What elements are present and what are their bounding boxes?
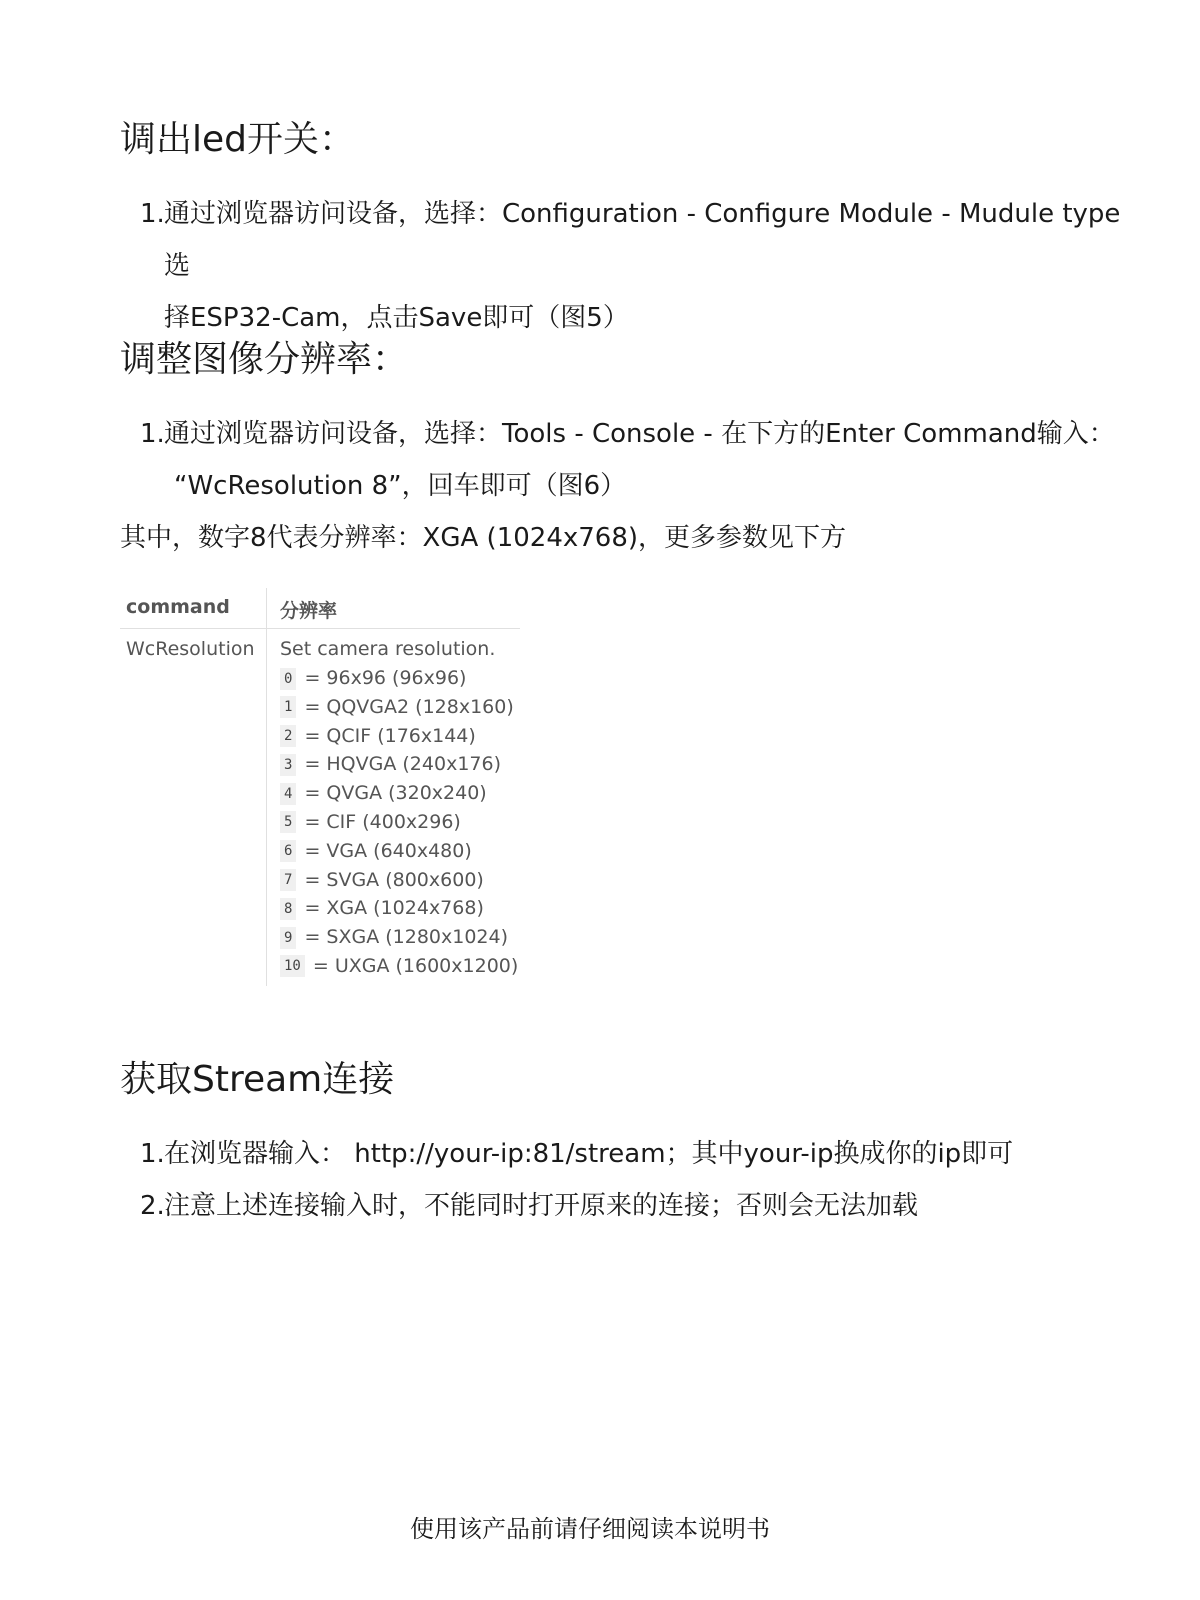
option-code: 9	[280, 927, 296, 949]
option-code: 1	[280, 696, 296, 718]
resolution-option	[280, 866, 518, 895]
list-item-line: 通过浏览器访问设备，选择：Tools - Console - 在下方的Enter Command输入：	[164, 419, 1115, 449]
resolution-option	[280, 750, 518, 779]
list-item-line: 在浏览器输入： http://your-ip:81/stream；其中your-ip换成你的ip即可	[164, 1139, 1014, 1169]
option-code: 3	[280, 754, 296, 776]
option-label: = XGA (1024x768)	[304, 897, 484, 920]
list-item	[140, 188, 1140, 344]
option-label: = QQVGA2 (128x160)	[304, 695, 514, 718]
list-item-line: 注意上述连接输入时，不能同时打开原来的连接；否则会无法加载	[164, 1191, 919, 1221]
option-label: = CIF (400x296)	[304, 810, 461, 833]
option-code: 7	[280, 869, 296, 891]
list-item	[140, 1128, 1140, 1180]
list-number: 1.	[140, 1139, 165, 1169]
option-code: 0	[280, 668, 296, 690]
table-divider	[266, 588, 267, 986]
heading-resolution: 调整图像分辨率：	[120, 339, 409, 380]
resolution-option	[280, 837, 518, 866]
list-item	[140, 1180, 1140, 1232]
option-label: = 96x96 (96x96)	[304, 667, 467, 689]
list-item	[140, 408, 1140, 512]
list-number: 2.	[140, 1191, 165, 1221]
option-code: 2	[280, 725, 296, 747]
stream-steps-list	[140, 1128, 1140, 1232]
option-label: = SXGA (1280x1024)	[304, 926, 509, 949]
page-footer: 使用该产品前请仔细阅读本说明书	[410, 1515, 770, 1543]
resolution-option	[280, 808, 518, 837]
resolution-steps-list	[140, 408, 1140, 512]
list-number: 1.	[140, 199, 165, 229]
table-header-command: command	[126, 596, 230, 618]
heading-stream-link: 获取Stream连接	[120, 1059, 395, 1100]
table-header-row	[120, 588, 520, 629]
option-label: = HQVGA (240x176)	[304, 753, 501, 776]
resolution-option	[280, 894, 518, 923]
list-number: 1.	[140, 419, 165, 449]
resolution-option	[280, 923, 518, 952]
list-item-line: 通过浏览器访问设备，选择：Configuration - Configure Module - Mudule type选	[164, 199, 1121, 281]
option-code: 4	[280, 783, 296, 805]
table-command-cell: WcResolution	[126, 638, 255, 660]
resolution-option	[280, 722, 518, 751]
resolution-option	[280, 952, 518, 981]
option-code: 5	[280, 811, 296, 833]
resolution-option	[280, 664, 518, 693]
resolution-option	[280, 779, 518, 808]
heading-led-switch: 调出led开关：	[120, 119, 356, 160]
list-item-line: “WcResolution 8”，回车即可（图6）	[174, 471, 627, 501]
resolution-note: 其中，数字8代表分辨率：XGA (1024x768)，更多参数见下方	[120, 523, 847, 553]
resolution-options-list	[280, 664, 518, 981]
option-label: = QVGA (320x240)	[304, 782, 487, 805]
resolution-option	[280, 693, 518, 722]
option-code: 8	[280, 898, 296, 920]
option-code: 10	[280, 955, 305, 977]
table-description: Set camera resolution.	[280, 638, 496, 660]
option-code: 6	[280, 840, 296, 862]
list-item-line: 择ESP32-Cam，点击Save即可（图5）	[164, 303, 629, 333]
table-header-resolution: 分辨率	[280, 600, 338, 622]
option-label: = UXGA (1600x1200)	[312, 954, 519, 977]
option-label: = QCIF (176x144)	[304, 724, 476, 747]
option-label: = SVGA (800x600)	[304, 868, 484, 891]
led-steps-list	[140, 188, 1140, 344]
option-label: = VGA (640x480)	[304, 839, 472, 862]
resolution-table	[120, 588, 530, 988]
